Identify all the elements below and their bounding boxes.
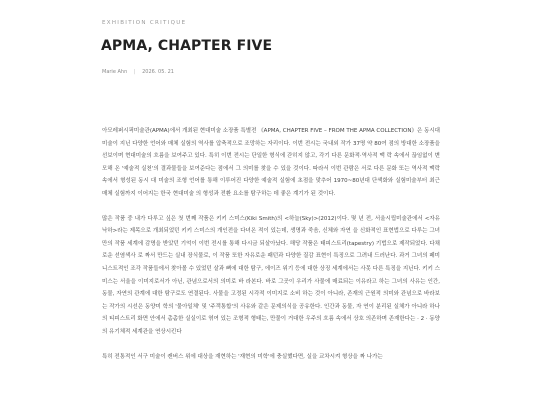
paragraph-3: 특히 전통적인 서구 미술이 캔버스 위에 대상을 재현하는 '재현의 미학'에 충실했다면, 실을 교차시켜 형상을 짜 나가는 bbox=[102, 353, 383, 360]
paragraph-1: 아모레퍼시픽미술관(APMA)에서 개최된 현대미술 소장품 특별전 《APMA, CHAPTER FIVE – FROM THE APMA COLLECTION》은 동시대 미술이 지닌 다양한 언어와 매체 실험의 역사를 압축적으로 조망하는 자리이다. 이번 전시는 국내외 작가 37명 약 80여 점의 방대한 소장품을 선보이며 현대미술의 흐름을 보여주고 있다. 특히 이번 전시는 단일한 형식에 갇히지 않고, 각기 다른 문화적·역사적 맥 락 속에서 끊임없이 변모해 온 '예술적 실천'의 결과물들을 보여준다는 점에서 그 의미를 찾을 수 있을 것이다. 따라서 이번 관람은 서로 다른 문화 또는 역사적 맥락 속에서 형성된 동시 대 미술의 조형 언어를 통해 이루어진 다양한 예술적 실험에 초점을 맞추어 1970~80년대 단색화와 실험미술부터 최근 매체 실험까지 이어지는 한국 현대미술 의 형성과 전환 요소를 탐구하는 데 좋은 계기가 된 것이다. bbox=[102, 128, 440, 197]
article-title: APMA, CHAPTER FIVE bbox=[101, 38, 273, 54]
article-body bbox=[102, 125, 440, 375]
article-meta bbox=[102, 69, 174, 75]
paragraph-2: 많은 작품 중 내가 다루고 싶은 첫 번째 작품은 키키 스미스(Kiki Smith)의 <하늘(Sky)>(2012)이다. 몇 년 전, 서울시립미술관에서 <자유 낙하>라는 제목으로 개최되었던 키키 스미스의 개인전을 다녀온 적이 있는데, 생명과 죽음, 신체와 자연 을 신화적인 표현법으로 다루는 그녀만의 작품 세계에 감명을 받았던 기억이 이번 전시를 통해 다시금 되살아났다. 해당 작품은 태피스트리(tapestry) 기법으로 제작되었다. 다채로운 선염색사 로 짜서 만드는 실내 장식물로, 이 작품 또한 자유로운 패턴과 다양한 질감 표현이 특징으로 그려내 드러난다. 과거 그녀의 페미니스트적인 조각 작품들에서 찾아볼 수 있었던 살과 뼈에 대한 탐구, 에이즈 위기 등에 대한 상징 세계에서는 사못 다른 특징을 지닌다. 키키 스미스는 서울을 이미지로서가 아닌, 관념으로서의 의미로 바 라본다. 바로 그곳이 우리가 사물에 매료되는 이유라고 하는 그녀의 사유는 인간, 동물, 자연의 관계에 대한 탐구로도 연결된다. 사물을 고정된 시각적 이미지로 소비 하는 것이 아니라, 존재의 근원적 의미와 관념으로 바라보는 작가의 시선은 동양미 학의 '물아일체' 및 '주객통합'의 사유와 같은 문제의식을 공유한다. 인간과 동물, 자 연이 분리된 실체가 아니라 하나의 티피스트리 화면 안에서 촘촘한 실실이로 엮여 있는 조형적 형태는, 만물이 거대한 우주의 흐름 속에서 상호 의존하며 존재한다는 · 2 · 동양의 유기체적 세계관을 연상시킨다 bbox=[102, 215, 440, 335]
meta-separator: | bbox=[133, 69, 136, 75]
publish-date: 2026. 05. 21 bbox=[142, 69, 174, 75]
section-kicker: EXHIBITION CRITIQUE bbox=[102, 20, 187, 26]
author-name[interactable]: Marie Ahn bbox=[102, 69, 128, 75]
